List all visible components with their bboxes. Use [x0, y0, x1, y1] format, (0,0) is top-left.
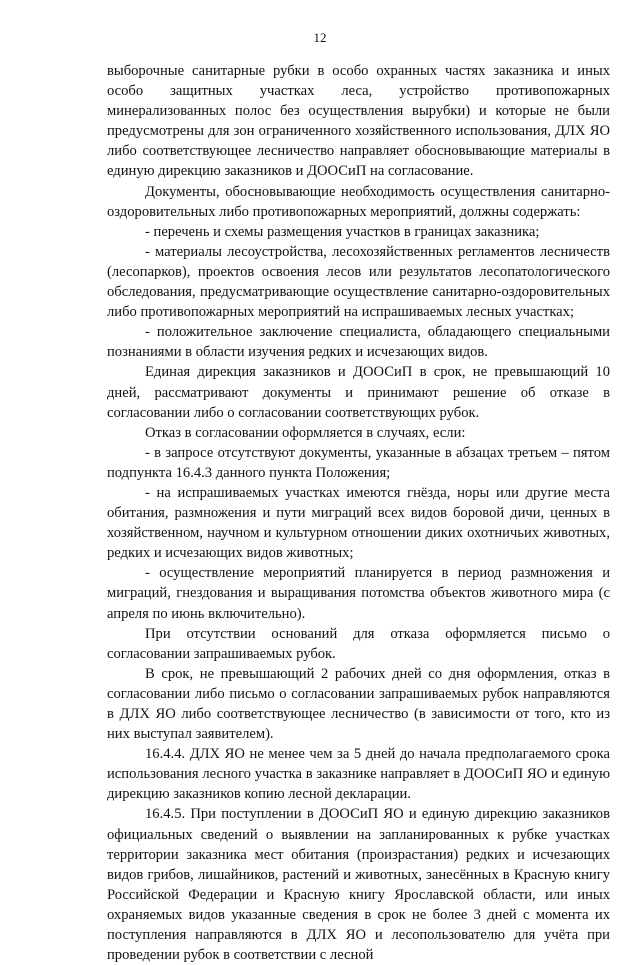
paragraph-refusal-cases: Отказ в согласовании оформляется в случаях, если:: [145, 424, 466, 441]
paragraph-sending-term: В срок, не превышающий 2 рабочих дней со дня оформления, отказ в согласовании либо письмо о согласовании запрашиваемых рубок направляются в ДЛХ ЯО либо соответствующее лесничество (в зависимости от того, кто из них выступал заявителем).: [107, 665, 610, 743]
paragraph-review-term: Единая дирекция заказников и ДООСиП в срок, не превышающий 10 дней, рассматривают документы и принимают решение об отказе в согласовании либо о согласовании соответствующих рубок.: [107, 364, 610, 421]
list-item-missing-documents: - в запросе отсутствуют документы, указанные в абзацах третьем – пятом подпункта 16.4.3 данного пункта Положения;: [107, 444, 610, 481]
list-item-breeding-period: - осуществление мероприятий планируется в период размножения и миграций, гнездования и выращивания потомства объектов животного мира (с апреля по июнь включительно).: [107, 565, 610, 622]
paragraph-approval-letter: При отсутствии оснований для отказа оформляется письмо о согласовании запрашиваемых рубок.: [107, 625, 610, 662]
paragraph-documents-requirements: Документы, обосновывающие необходимость осуществления санитарно-оздоровительных либо противопожарных мероприятий, должны содержать:: [107, 183, 610, 220]
document-body: [107, 61, 610, 965]
list-item-specialist-conclusion: - положительное заключение специалиста, обладающего специальными познаниями в области изучения редких и исчезающих видов.: [107, 324, 610, 361]
paragraph-continuation: выборочные санитарные рубки в особо охранных частях заказника и иных особо защитных участках леса, устройство противопожарных минерализованных полос без осуществления вырубки) и которые не были предусмотрены для зон ограниченного хозяйственного использования, ДЛХ ЯО либо соответствующее лесничество направляет обосновывающие материалы в единую дирекцию заказников и ДООСиП на согласование.: [107, 63, 610, 180]
paragraph-16-4-4: 16.4.4. ДЛХ ЯО не менее чем за 5 дней до начала предполагаемого срока использования лесного участка в заказнике направляет в ДООСиП ЯО и единую дирекцию заказников копию лесной декларации.: [107, 746, 610, 803]
list-item-habitats: - на испрашиваемых участках имеются гнёзда, норы или другие места обитания, размножения и пути миграций всех видов боровой дичи, ценных в хозяйственном, научном и культурном отношении диких охотничьих животных, редких и исчезающих видов животных;: [107, 484, 610, 562]
paragraph-16-4-5: 16.4.5. При поступлении в ДООСиП ЯО и единую дирекцию заказников официальных сведений о выявлении на запланированных к рубке участках территории заказника мест обитания (произрастания) редких и исчезающих видов грибов, лишайников, растений и животных, занесённых в Красную книгу Российской Федерации и Красную книгу Ярославской области, или иных охраняемых видов указанные сведения в срок не более 3 дней с момента их поступления направляются в ДЛХ ЯО и лесопользователю для учёта при проведении рубок в соответствии с лесной: [107, 806, 610, 964]
list-item-site-schemes: - перечень и схемы размещения участков в границах заказника;: [145, 223, 540, 240]
list-item-forest-materials: - материалы лесоустройства, лесохозяйственных регламентов лесничеств (лесопарков), проектов освоения лесов или результатов лесопатологического обследования, предусматривающие осуществление санитарно-оздоровительных либо противопожарных мероприятий на испрашиваемых лесных участках;: [107, 243, 610, 321]
page-number: 12: [313, 30, 327, 45]
